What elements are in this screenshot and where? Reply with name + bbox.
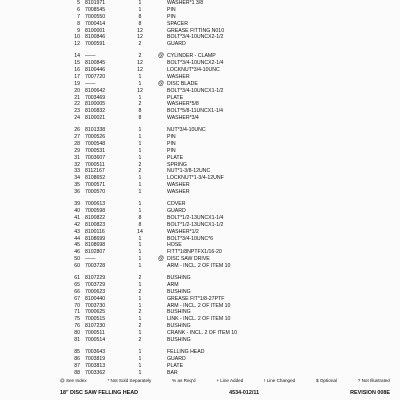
quantity: 2 — [138, 274, 142, 281]
table-row — [64, 175, 364, 182]
table-row — [64, 222, 364, 229]
part-number: 8100823 — [85, 221, 106, 228]
item-number: 43 — [74, 228, 80, 235]
table-row — [64, 316, 364, 323]
part-number: 8100822 — [85, 214, 106, 221]
part-number: 7000598 — [85, 207, 106, 214]
item-number: 46 — [74, 249, 80, 256]
part-number: 8100005 — [85, 101, 106, 108]
table-row — [64, 95, 364, 102]
table-row — [64, 296, 364, 303]
item-number: 36 — [74, 189, 80, 196]
legend-item: $ Optional — [316, 378, 337, 383]
index-mark: @ — [157, 80, 165, 87]
description: GUARD — [167, 41, 186, 48]
part-number: 8100116 — [85, 228, 105, 235]
table-row — [64, 162, 364, 169]
part-number: 8100446 — [85, 67, 106, 74]
description: LOCKNUT*3/4-10UNC — [167, 67, 220, 74]
revision-label: REVISION 008E — [350, 390, 390, 396]
item-number: 22 — [74, 101, 80, 108]
quantity: 1 — [138, 127, 142, 134]
item-number: 80 — [74, 330, 80, 337]
part-number: 7003729 — [85, 281, 106, 288]
table-row — [64, 155, 364, 162]
table-row — [64, 141, 364, 148]
table-row — [64, 208, 364, 215]
description: COVER — [167, 201, 186, 208]
quantity: 1 — [138, 201, 142, 208]
description: WASHER*5/8 — [167, 101, 199, 108]
quantity: 1 — [138, 94, 142, 101]
part-number: 7003607 — [85, 154, 106, 161]
part-number: 7003362 — [85, 369, 106, 376]
part-number: 8100845 — [85, 60, 106, 67]
description: PLATE — [167, 94, 184, 101]
table-row — [64, 34, 364, 41]
item-number: 28 — [74, 140, 80, 147]
item-number: 76 — [74, 323, 80, 330]
description: GREASE FITTING N010 — [167, 27, 225, 34]
part-number: 7003813 — [85, 362, 106, 369]
parts-table — [64, 0, 364, 376]
document-number: 4534-012/11 — [229, 390, 260, 396]
description: HOSE — [167, 242, 182, 249]
item-number: 60 — [74, 263, 80, 270]
quantity: 1 — [138, 263, 142, 270]
table-row — [64, 349, 364, 356]
item-number: 75 — [74, 316, 80, 323]
description: DISC BLADE — [167, 80, 198, 87]
table-row — [64, 330, 364, 337]
description: BUSHING — [167, 309, 191, 316]
item-number: 26 — [74, 127, 80, 134]
description: WASHER — [167, 73, 190, 80]
part-number: 7003730 — [85, 302, 106, 309]
table-row — [64, 21, 364, 28]
item-number: 86 — [74, 355, 80, 362]
quantity: 2 — [138, 288, 142, 295]
description: BAR — [167, 369, 178, 376]
table-row — [64, 168, 364, 175]
quantity: 1 — [138, 154, 142, 161]
item-number: 7 — [77, 13, 80, 20]
item-number: 88 — [74, 369, 80, 376]
item-number: 8 — [77, 20, 80, 27]
description: PIN — [167, 6, 176, 13]
quantity: 8 — [138, 221, 142, 228]
part-number: 7000511 — [85, 330, 105, 337]
part-number: 7000515 — [85, 316, 106, 323]
quantity: 2 — [138, 168, 142, 175]
table-row — [64, 41, 364, 48]
part-number: 7000414 — [85, 20, 106, 27]
document-title: 18" DISC SAW FELLING HEAD — [60, 390, 139, 396]
description: PLATE — [167, 154, 184, 161]
quantity: 1 — [138, 355, 142, 362]
table-row — [64, 101, 364, 108]
description: WASHER*1/2 — [167, 228, 199, 235]
quantity: 1 — [138, 249, 142, 256]
quantity: 12 — [137, 34, 143, 41]
part-number: 8107230 — [85, 323, 106, 330]
legend-item: ! Line Changed — [264, 378, 296, 383]
quantity: 1 — [138, 134, 142, 141]
description: SPRING — [167, 161, 187, 168]
quantity: 12 — [137, 60, 143, 67]
item-number: 65 — [74, 281, 80, 288]
quantity: 12 — [137, 87, 143, 94]
description: ARM - INCL. 2 OF ITEM 10 — [167, 302, 231, 309]
table-row — [64, 289, 364, 296]
description: NUT*3/4-10UNC — [167, 127, 206, 134]
quantity: 2 — [138, 336, 142, 343]
part-number: 7000591 — [85, 41, 106, 48]
table-row — [64, 28, 364, 35]
quantity: 1 — [138, 0, 142, 6]
part-number: 7000613 — [85, 201, 106, 208]
quantity: 8 — [138, 20, 142, 27]
item-number: 67 — [74, 295, 80, 302]
part-number: 8108698 — [85, 242, 106, 249]
table-row — [64, 201, 364, 208]
table-row — [64, 67, 364, 74]
item-number: 61 — [74, 274, 80, 281]
item-number: 45 — [74, 242, 80, 249]
quantity: 1 — [138, 330, 142, 337]
part-number: 7000548 — [85, 140, 106, 147]
item-number: 31 — [74, 154, 80, 161]
part-number: 7000571 — [85, 182, 106, 189]
quantity: 1 — [138, 235, 142, 242]
description: BUSHING — [167, 323, 191, 330]
item-number: 27 — [74, 134, 80, 141]
part-number: 7008545 — [85, 6, 106, 13]
quantity: 1 — [138, 302, 142, 309]
part-number: —— — [85, 53, 96, 60]
table-row — [64, 88, 364, 95]
description: WASHER — [167, 189, 190, 196]
quantity: 1 — [138, 189, 142, 196]
quantity: 1 — [138, 182, 142, 189]
part-number: 7003819 — [85, 355, 106, 362]
item-number: 34 — [74, 175, 80, 182]
quantity: 12 — [137, 27, 143, 34]
table-row — [64, 127, 364, 134]
quantity: 8 — [138, 108, 142, 115]
item-number: 19 — [74, 80, 80, 87]
description: PIN — [167, 134, 176, 141]
quantity: 1 — [138, 348, 142, 355]
description: FITT*1/8NPTFX1/16-20 — [167, 249, 222, 256]
item-number: 71 — [74, 309, 80, 316]
part-number: 8107229 — [85, 274, 106, 281]
part-number: —— — [85, 256, 96, 263]
item-number: 10 — [74, 34, 80, 41]
item-number: 5 — [77, 0, 80, 6]
description: BOLT*5/8-11UNCX1-1/4 — [167, 108, 224, 115]
quantity: 8 — [138, 214, 142, 221]
item-number: 16 — [74, 67, 80, 74]
table-row — [64, 337, 364, 344]
table-row — [64, 323, 364, 330]
part-number: 8100001 — [85, 27, 106, 34]
table-row — [64, 309, 364, 316]
description: SPACER — [167, 20, 188, 27]
description: FELLING HEAD — [167, 348, 205, 355]
part-number: 7003469 — [85, 94, 106, 101]
table-row — [64, 148, 364, 155]
table-row — [64, 81, 364, 88]
quantity: 14 — [137, 228, 143, 235]
part-number: 8100846 — [85, 34, 106, 41]
table-row — [64, 0, 364, 7]
item-number: 6 — [77, 6, 80, 13]
quantity: 2 — [138, 323, 142, 330]
item-number: 33 — [74, 168, 80, 175]
part-number: 8101338 — [85, 127, 106, 134]
quantity: 1 — [138, 73, 142, 80]
part-number: 8112167 — [85, 168, 105, 175]
description: PIN — [167, 147, 176, 154]
part-number: 7000550 — [85, 13, 106, 20]
item-number: 39 — [74, 201, 80, 208]
item-number: 70 — [74, 302, 80, 309]
item-number: 21 — [74, 94, 80, 101]
description: BUSHING — [167, 274, 191, 281]
description: GUARD — [167, 207, 186, 214]
quantity: 2 — [138, 161, 142, 168]
table-row — [64, 282, 364, 289]
quantity: 2 — [138, 41, 142, 48]
description: DISC SAW DRIVE — [167, 256, 210, 263]
quantity: 1 — [138, 140, 142, 147]
description: GREASE FIT*1/8-27PTF — [167, 295, 225, 302]
description: ARM — [167, 281, 179, 288]
description: BOLT*1/2-13UNCX1-1/2 — [167, 221, 224, 228]
description: WASHER*1 3/8 — [167, 0, 204, 6]
part-number: 7000514 — [85, 336, 106, 343]
quantity: 1 — [138, 6, 142, 13]
part-number: —— — [85, 80, 96, 87]
table-row — [64, 60, 364, 67]
part-number: 7003643 — [85, 348, 106, 355]
table-row — [64, 115, 364, 122]
quantity: 1 — [138, 362, 142, 369]
quantity: 1 — [138, 147, 142, 154]
part-number: 7003728 — [85, 263, 106, 270]
quantity: 8 — [138, 13, 142, 20]
item-number: 32 — [74, 161, 80, 168]
quantity: 2 — [138, 53, 142, 60]
item-number: 9 — [77, 27, 80, 34]
part-number: 8100832 — [85, 108, 106, 115]
description: LOCKNUT*1-3/4-12UNF — [167, 175, 224, 182]
description: CYLINDER - CLAMP — [167, 53, 216, 60]
quantity: 1 — [138, 80, 142, 87]
description: GUARD — [167, 355, 186, 362]
part-number: 7000625 — [85, 309, 106, 316]
part-number: 8100440 — [85, 295, 106, 302]
table-row — [64, 189, 364, 196]
part-number: 7000570 — [85, 189, 106, 196]
item-number: 40 — [74, 207, 80, 214]
description: CRANK - INCL. 2 OF ITEM 10 — [167, 330, 238, 337]
quantity: 1 — [138, 207, 142, 214]
quantity: 1 — [138, 316, 142, 323]
quantity: 1 — [138, 281, 142, 288]
description: PIN — [167, 140, 176, 147]
part-number: 8100021 — [85, 115, 106, 122]
part-number: 7000526 — [85, 134, 106, 141]
item-number: 85 — [74, 348, 80, 355]
table-row — [64, 74, 364, 81]
table-row — [64, 134, 364, 141]
description: BOLT*3/4-10UNCX1-1/2 — [167, 87, 224, 94]
legend — [60, 378, 390, 383]
legend-item: % as Req'd — [172, 378, 196, 383]
item-number: 44 — [74, 235, 80, 242]
quantity: 2 — [138, 101, 142, 108]
item-number: 23 — [74, 108, 80, 115]
table-row — [64, 249, 364, 256]
table-row — [64, 7, 364, 14]
index-mark: @ — [157, 53, 165, 60]
quantity: 1 — [138, 369, 142, 376]
description: BOLT*3/4-10UNC*6 — [167, 235, 214, 242]
part-number: 8108699 — [85, 235, 106, 242]
table-row — [64, 182, 364, 189]
item-number: 24 — [74, 115, 80, 122]
table-row — [64, 256, 364, 263]
quantity: 2 — [138, 309, 142, 316]
item-number: 14 — [74, 53, 80, 60]
quantity: 1 — [138, 295, 142, 302]
description: BUSHING — [167, 336, 191, 343]
description: NUT*1-3/8-12UNC — [167, 168, 211, 175]
item-number: 17 — [74, 73, 80, 80]
description: BOLT*3/4-10UNCX2-1/2 — [167, 34, 224, 41]
quantity: 8 — [138, 115, 142, 122]
table-row — [64, 242, 364, 249]
table-row — [64, 53, 364, 60]
quantity: 1 — [138, 256, 142, 263]
legend-item: @ See Index — [60, 378, 87, 383]
item-number: 20 — [74, 87, 80, 94]
table-row — [64, 356, 364, 363]
description: LINK - INCL. 2 OF ITEM 10 — [167, 316, 231, 323]
description: PIN — [167, 13, 176, 20]
table-row — [64, 229, 364, 236]
description: PLATE — [167, 362, 184, 369]
part-number: 7000531 — [85, 147, 106, 154]
item-number: 81 — [74, 336, 80, 343]
item-number: 87 — [74, 362, 80, 369]
part-number: 7007720 — [85, 73, 106, 80]
description: WASHER — [167, 182, 190, 189]
part-number: 8101971 — [85, 0, 106, 6]
quantity: 1 — [138, 242, 142, 249]
quantity: 12 — [137, 67, 143, 74]
table-row — [64, 14, 364, 21]
quantity: 1 — [138, 175, 142, 182]
description: BOLT*3/4-10UNCX2-1/4 — [167, 60, 224, 67]
item-number: 12 — [74, 41, 80, 48]
description: WASHER*3/4 — [167, 115, 199, 122]
legend-item: ? Not Illustrated — [357, 378, 390, 383]
part-number: 8102807 — [85, 249, 106, 256]
item-number: 42 — [74, 221, 80, 228]
part-number: 7000511 — [85, 161, 105, 168]
index-mark: @ — [157, 256, 165, 263]
document-footer — [60, 390, 390, 396]
table-row — [64, 236, 364, 243]
table-row — [64, 263, 364, 270]
table-row — [64, 215, 364, 222]
item-number: 41 — [74, 214, 80, 221]
part-number: 8100642 — [85, 87, 106, 94]
legend-item: * Not Sold Separately — [107, 378, 152, 383]
description: ARM - INCL. 2 OF ITEM 10 — [167, 263, 231, 270]
table-row — [64, 303, 364, 310]
item-number: 15 — [74, 60, 80, 67]
item-number: 29 — [74, 147, 80, 154]
table-row — [64, 370, 364, 377]
table-row — [64, 275, 364, 282]
description: BOLT*1/2-13UNCX1-1/4 — [167, 214, 224, 221]
item-number: 66 — [74, 288, 80, 295]
item-number: 35 — [74, 182, 80, 189]
item-number: 50 — [74, 256, 80, 263]
table-row — [64, 363, 364, 370]
part-number: 7000623 — [85, 288, 106, 295]
description: BUSHING — [167, 288, 191, 295]
legend-item: + Line Added — [216, 378, 244, 383]
part-number: 8108652 — [85, 175, 106, 182]
table-row — [64, 108, 364, 115]
